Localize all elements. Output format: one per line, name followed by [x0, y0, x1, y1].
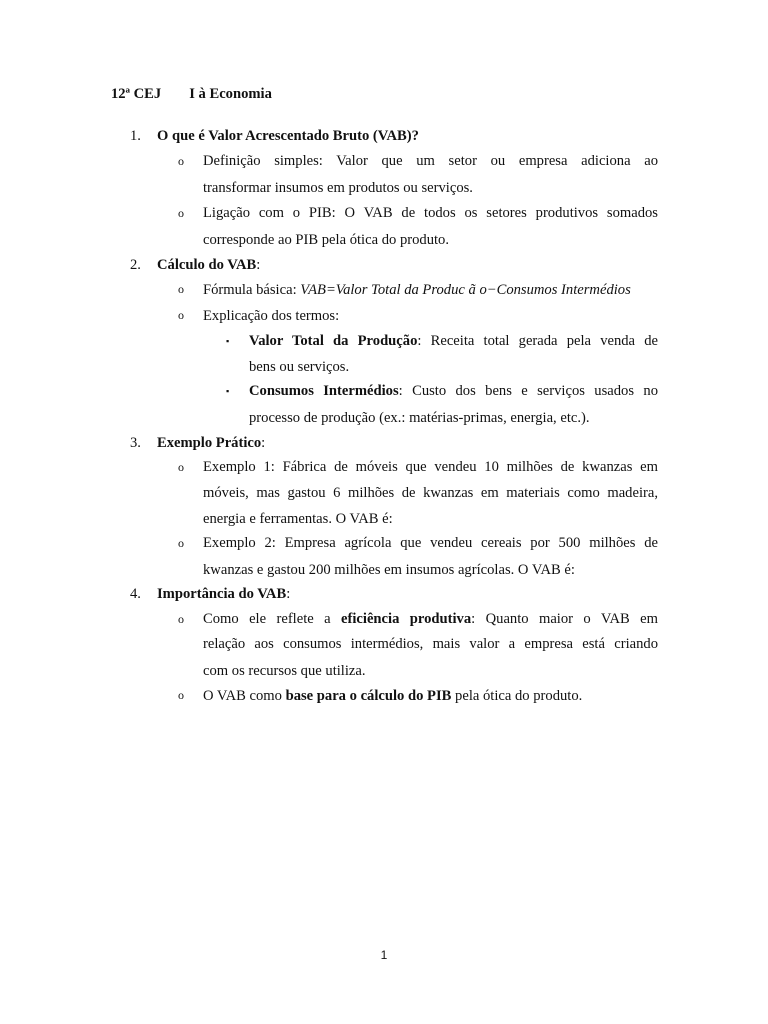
- class-label: 12ª CEJ: [111, 86, 162, 102]
- bullet-marker: o: [178, 308, 184, 322]
- item-text: pela ótica do produto.: [451, 688, 583, 704]
- emphasis: base para o cálculo do PIB: [285, 688, 452, 704]
- section-2-title-row: [157, 256, 260, 274]
- term-name: Consumos Intermédios: [249, 383, 399, 399]
- bullet-marker: o: [178, 206, 184, 220]
- sub-list-item: [249, 383, 658, 400]
- list-item-continuation: energia e ferramentas. O VAB é:: [203, 511, 393, 527]
- list-item: Definição simples: Valor que um setor ou empresa adiciona ao: [203, 153, 658, 169]
- list-item-continuation: com os recursos que utiliza.: [203, 663, 366, 679]
- term-definition: : Receita total gerada pela venda de: [417, 333, 658, 349]
- bullet-marker: o: [178, 536, 184, 550]
- term-name: Valor Total da Produção: [249, 333, 418, 349]
- section-title: Cálculo do VAB: [157, 257, 257, 273]
- list-item-continuation: relação aos consumos intermédios, mais valor a empresa está criando: [203, 636, 658, 652]
- list-item: [203, 687, 582, 705]
- bullet-marker: o: [178, 612, 184, 626]
- section-title: O que é Valor Acrescentado Bruto (VAB)?: [157, 128, 419, 144]
- list-item: [203, 611, 658, 628]
- item-text: Como ele reflete a: [203, 611, 342, 627]
- bullet-marker: o: [178, 282, 184, 296]
- formula-item: [203, 281, 631, 299]
- list-item: Explicação dos termos:: [203, 308, 340, 324]
- section-title: Importância do VAB: [157, 586, 287, 602]
- item-text: O VAB como: [203, 688, 286, 704]
- section-number: 2.: [130, 257, 141, 273]
- title-suffix: :: [286, 586, 291, 602]
- bullet-marker: o: [178, 460, 184, 474]
- page-number: 1: [380, 948, 388, 962]
- sub-list-item: [249, 333, 658, 350]
- title-suffix: :: [256, 257, 261, 273]
- item-text: : Quanto maior o VAB em: [471, 611, 658, 627]
- sub-list-item-continuation: bens ou serviços.: [249, 359, 350, 375]
- subject-title: I à Economia: [189, 86, 272, 102]
- square-bullet-marker: ▪: [226, 336, 230, 346]
- section-1-heading: [130, 127, 141, 145]
- document-header: [111, 86, 272, 103]
- bullet-marker: o: [178, 154, 184, 168]
- section-number: 3.: [130, 435, 141, 451]
- square-bullet-marker: ▪: [226, 386, 230, 396]
- sub-list-item-continuation: processo de produção (ex.: matérias-primas, energia, etc.).: [249, 410, 590, 426]
- section-3-heading: [130, 434, 141, 452]
- list-item: Exemplo 2: Empresa agrícola que vendeu cereais por 500 milhões de: [203, 535, 658, 551]
- section-number: 1.: [130, 128, 141, 144]
- section-number: 4.: [130, 586, 141, 602]
- emphasis: eficiência produtiva: [341, 611, 472, 627]
- list-item: Ligação com o PIB: O VAB de todos os setores produtivos somados: [203, 205, 658, 221]
- list-item-continuation: transformar insumos em produtos ou serviços.: [203, 180, 473, 196]
- section-title: Exemplo Prático: [157, 435, 262, 451]
- title-suffix: :: [261, 435, 266, 451]
- formula-label: Fórmula básica:: [203, 282, 301, 298]
- list-item-continuation: corresponde ao PIB pela ótica do produto.: [203, 232, 449, 248]
- list-item-continuation: kwanzas e gastou 200 milhões em insumos agrícolas. O VAB é:: [203, 562, 575, 578]
- section-4-title-row: [157, 585, 290, 603]
- section-1-title-row: [157, 127, 419, 145]
- list-item: Exemplo 1: Fábrica de móveis que vendeu 10 milhões de kwanzas em: [203, 459, 658, 475]
- bullet-marker: o: [178, 688, 184, 702]
- section-3-title-row: [157, 434, 265, 452]
- section-4-heading: [130, 585, 141, 603]
- section-2-heading: [130, 256, 141, 274]
- term-definition: : Custo dos bens e serviços usados no: [398, 383, 658, 399]
- vab-formula: VAB=Valor Total da Produc ã o−Consumos Intermédios: [300, 282, 631, 298]
- list-item-continuation: móveis, mas gastou 6 milhões de kwanzas em materiais como madeira,: [203, 485, 658, 501]
